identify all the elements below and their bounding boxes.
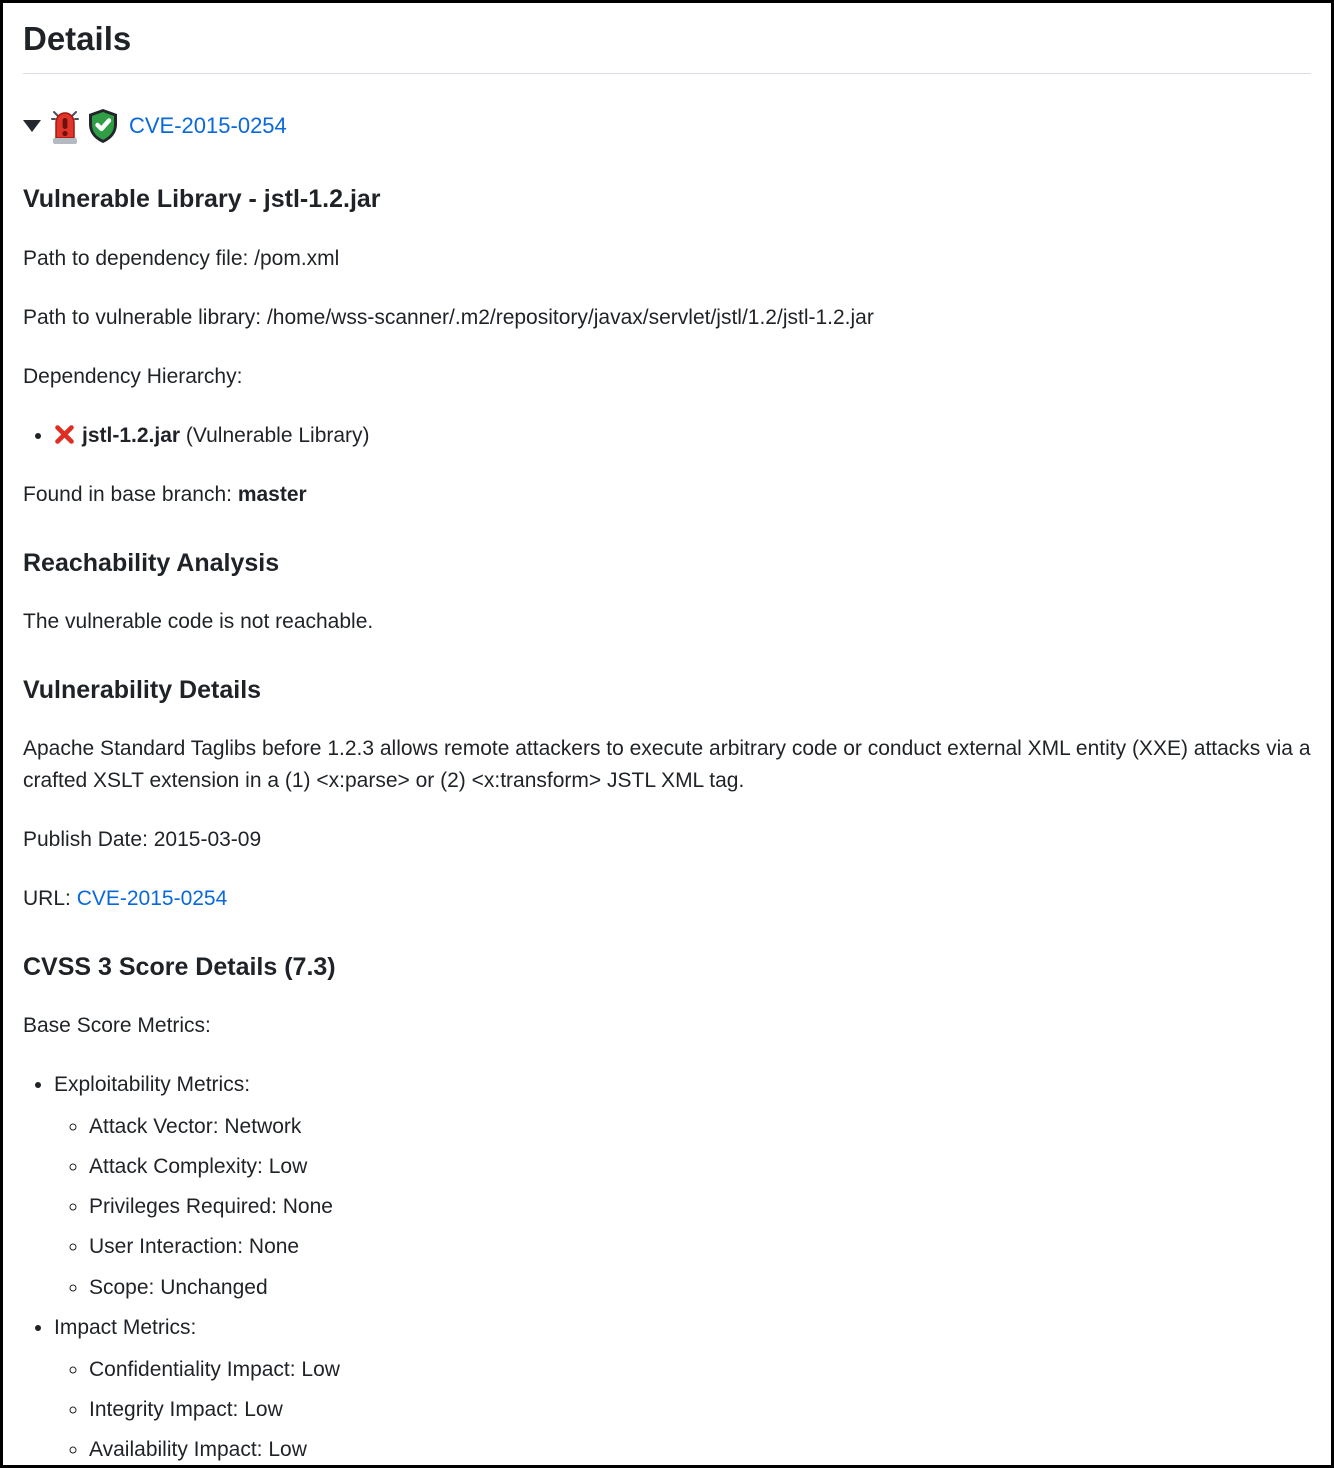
dependency-item [54, 420, 1311, 451]
publish-date: Publish Date: 2015-03-09 [23, 827, 262, 851]
reachability-text: The vulnerable code is not reachable. [23, 610, 374, 634]
siren-icon [49, 106, 81, 146]
metric-attack-complexity: ◦ Attack Complexity: Low [89, 1151, 1311, 1182]
dependency-item-name: jstl-1.2.jar [82, 423, 181, 447]
exploitability-metrics-label: Exploitability Metrics: [54, 1073, 251, 1097]
cvss-metrics-list [23, 1069, 1311, 1465]
metric-attack-vector: ◦ Attack Vector: Network [89, 1111, 1311, 1142]
impact-metrics-label: Impact Metrics: [54, 1315, 197, 1339]
exploitability-metrics-sublist [54, 1111, 1311, 1302]
page-title: Details [23, 18, 1311, 74]
path-to-vulnerable-library: Path to vulnerable library: /home/wss-scanner/.m2/repository/javax/servlet/jstl/1.2/jstl-1.2.jar [23, 305, 874, 329]
metric-user-interaction: ◦ User Interaction: None [89, 1231, 1311, 1262]
exploitability-metrics-group [54, 1069, 1311, 1302]
base-branch-line [23, 479, 1311, 510]
vulnerable-library-heading: Vulnerable Library - jstl-1.2.jar [23, 185, 381, 214]
base-score-metrics-label: Base Score Metrics: [23, 1014, 211, 1038]
cross-mark-icon [54, 423, 75, 444]
vulnerability-details-heading: Vulnerability Details [23, 676, 262, 705]
base-branch-value: master [237, 482, 307, 506]
impact-metrics-sublist [54, 1354, 1311, 1465]
cvss-heading: CVSS 3 Score Details (7.3) [23, 952, 336, 981]
vulnerability-description: Apache Standard Taglibs before 1.2.3 allows remote attackers to execute arbitrary code or conduct external XML entity (XXE) attacks via a crafted XSLT extension in a (1) <x:parse> or (2) <x:transform> JSTL XML tag. [23, 737, 1311, 792]
vulnerability-summary-toggle[interactable] [23, 106, 1311, 146]
url-line [23, 883, 1311, 914]
reachability-heading: Reachability Analysis [23, 548, 280, 577]
dependency-hierarchy-list [23, 420, 1311, 451]
metric-privileges-required: ◦ Privileges Required: None [89, 1191, 1311, 1222]
base-branch-label: Found in base branch: [23, 482, 238, 506]
dependency-hierarchy-label: Dependency Hierarchy: [23, 364, 243, 388]
details-panel [3, 3, 1331, 1465]
cve-link[interactable]: CVE-2015-0254 [129, 113, 287, 139]
metric-confidentiality-impact: ◦ Confidentiality Impact: Low [89, 1354, 1311, 1385]
caret-down-icon[interactable] [23, 120, 41, 132]
impact-metrics-group [54, 1312, 1311, 1465]
metric-integrity-impact: ◦ Integrity Impact: Low [89, 1394, 1311, 1425]
metric-availability-impact: ◦ Availability Impact: Low [89, 1434, 1311, 1465]
url-label: URL: [23, 886, 77, 910]
shield-check-icon [87, 108, 119, 144]
metric-scope: ◦ Scope: Unchanged [89, 1272, 1311, 1303]
path-to-dependency-file: Path to dependency file: /pom.xml [23, 246, 340, 270]
dependency-item-suffix: (Vulnerable Library) [180, 423, 370, 447]
url-cve-link[interactable]: CVE-2015-0254 [76, 886, 228, 910]
